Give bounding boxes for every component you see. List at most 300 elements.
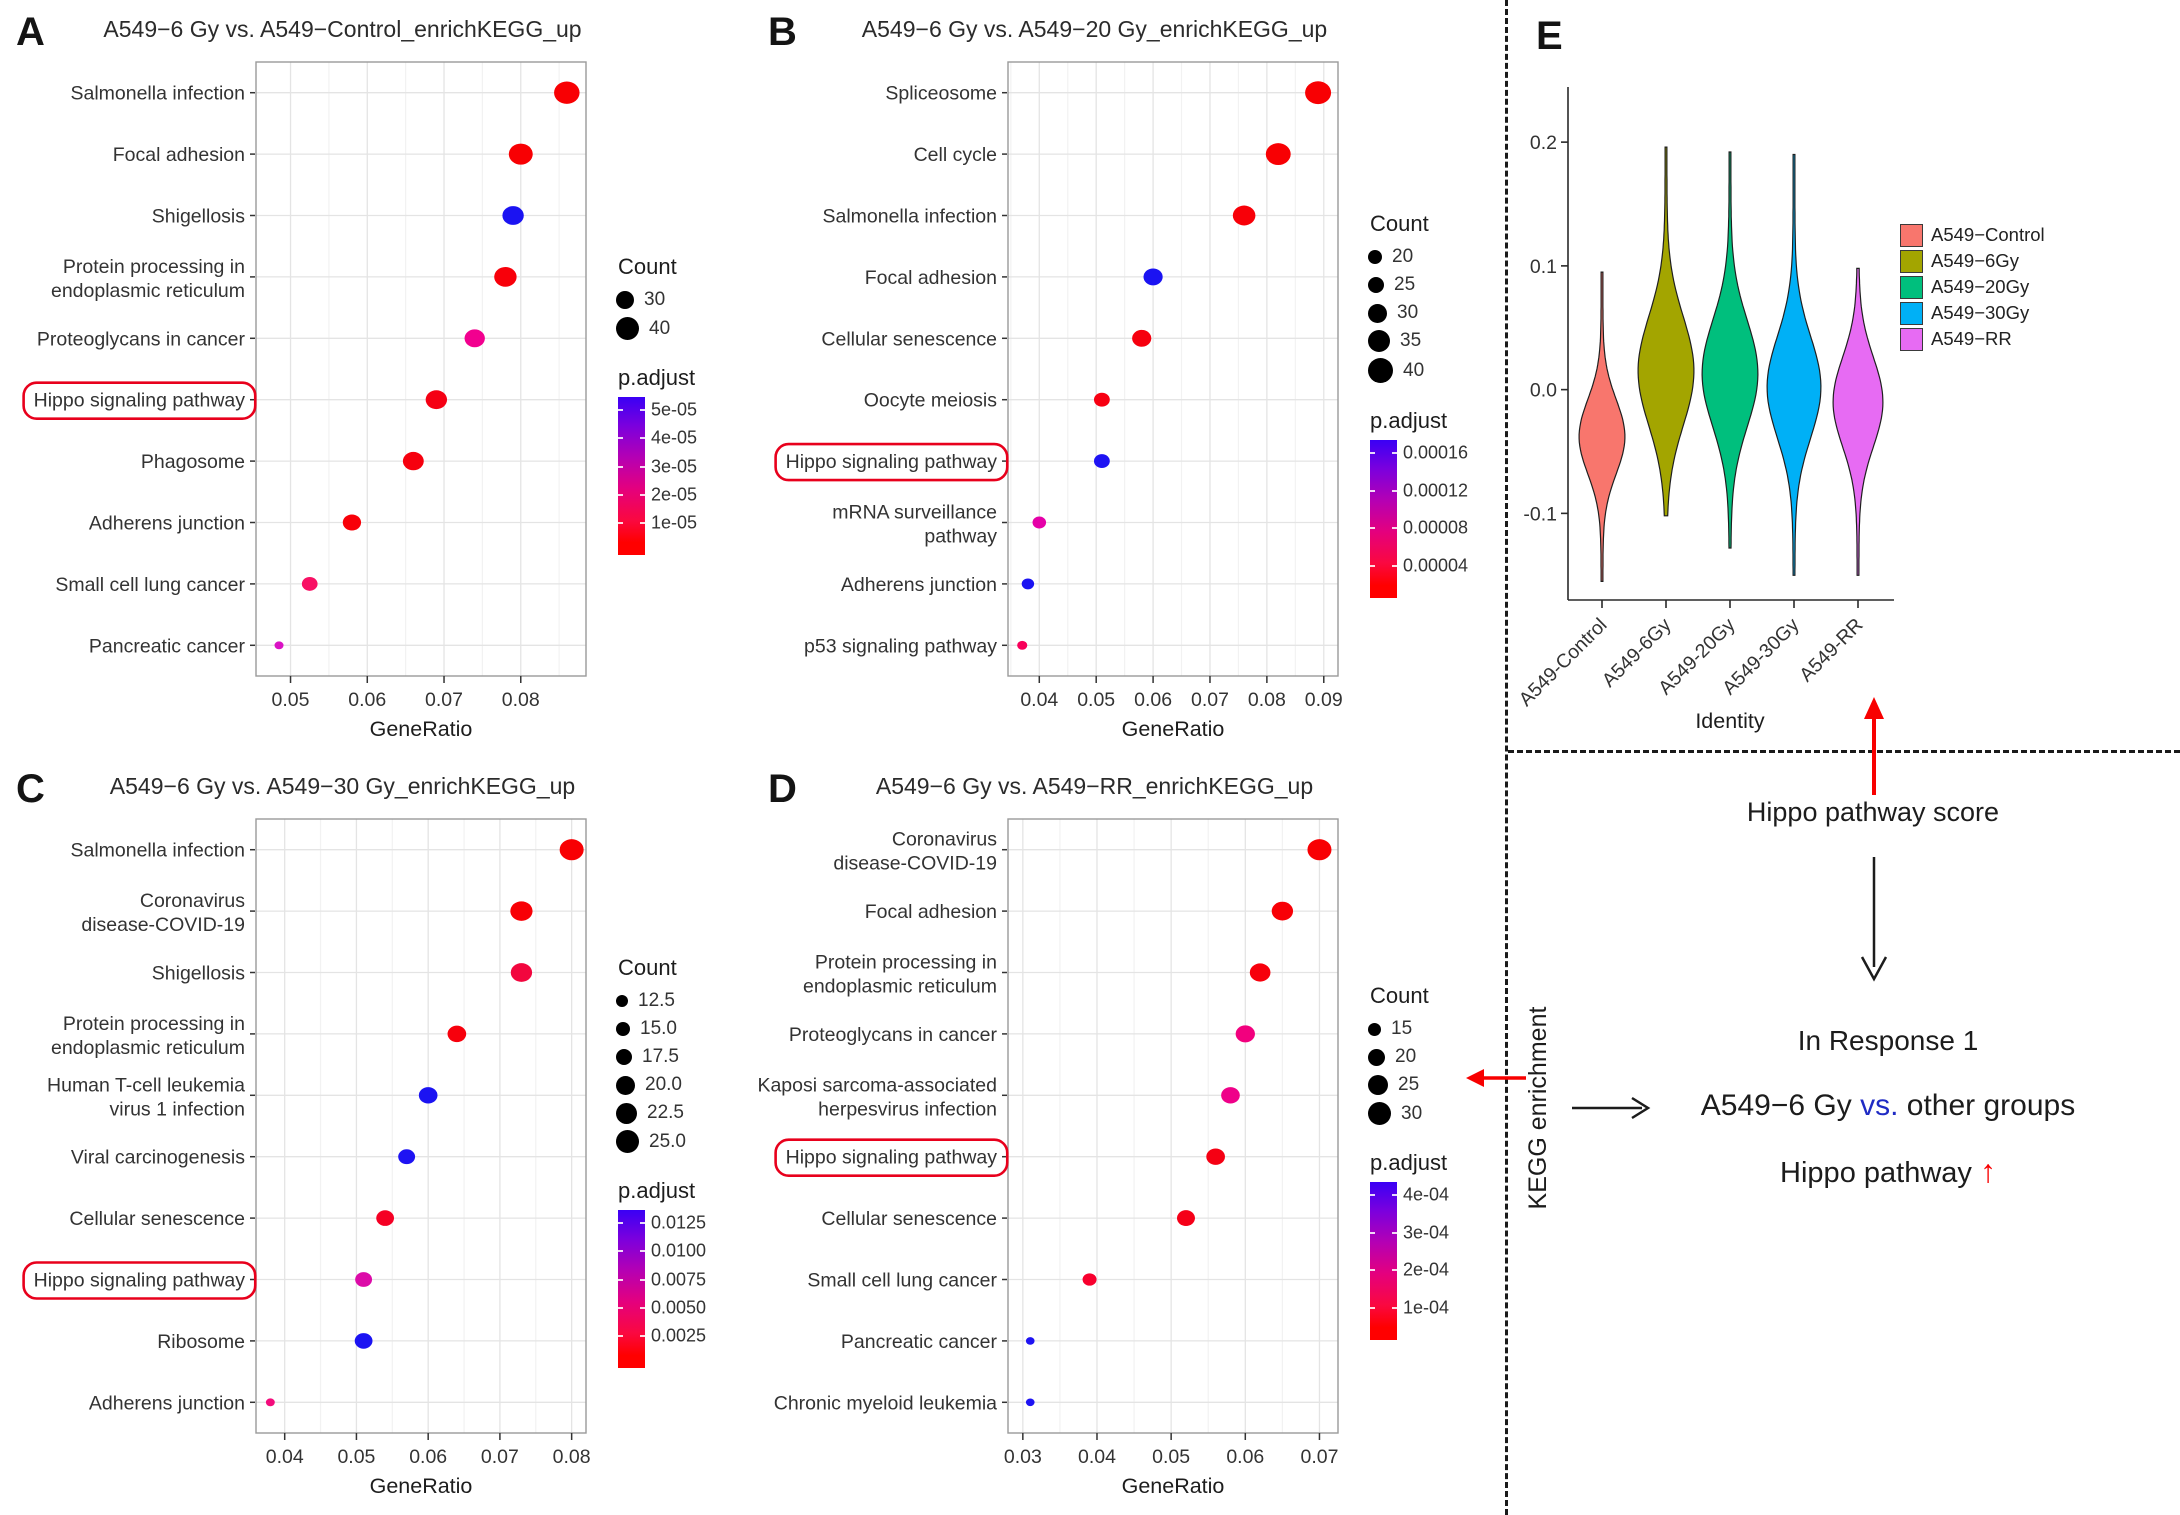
data-point	[266, 1398, 275, 1406]
violin-shape	[1702, 152, 1758, 548]
padjust-tick	[618, 1250, 623, 1252]
panel-c-title: A549−6 Gy vs. A549−30 Gy_enrichKEGG_up	[109, 773, 576, 799]
category-label: Salmonella infection	[822, 205, 997, 228]
data-point	[448, 1026, 467, 1042]
padjust-tick	[640, 1279, 645, 1281]
x-tick-label: 0.04	[1078, 1446, 1116, 1468]
padjust-legend-value: 0.00012	[1403, 480, 1469, 501]
data-point	[502, 206, 523, 225]
violin-legend-swatch-icon	[1900, 224, 1923, 247]
panel-b	[752, 0, 1504, 757]
data-point	[465, 329, 485, 347]
padjust-gradient-icon	[618, 1210, 645, 1368]
data-point	[275, 641, 284, 649]
dotplot-svg	[4, 46, 616, 746]
count-legend-row	[1368, 1018, 1500, 1040]
category-label: virus 1 infection	[109, 1098, 245, 1121]
padjust-tick	[1370, 527, 1375, 529]
panel-e-letter: E	[1536, 14, 1563, 58]
x-axis-title: GeneRatio	[1121, 1474, 1225, 1498]
x-tick-label: 0.03	[1003, 1446, 1042, 1468]
x-tick-label: 0.05	[271, 689, 310, 711]
count-legend-row	[616, 1130, 748, 1153]
category-label: Salmonella infection	[70, 839, 245, 862]
right-column	[1505, 0, 2180, 1515]
panel-d	[752, 757, 1504, 1514]
panel-a	[0, 0, 752, 757]
count-legend-value: 35	[1400, 330, 1422, 351]
red-up-arrow-icon	[1856, 695, 1892, 797]
violin-y-tick-label: 0.0	[1529, 379, 1557, 402]
x-tick-label: 0.07	[1300, 1446, 1339, 1468]
category-label: endoplasmic reticulum	[50, 1036, 245, 1059]
category-label: Hippo signaling pathway	[785, 1146, 997, 1169]
padjust-legend-value: 0.0125	[651, 1212, 707, 1233]
count-legend-value: 20.0	[645, 1074, 682, 1095]
data-point	[376, 1210, 394, 1226]
count-legend-dot-icon	[616, 1103, 637, 1124]
padjust-tick	[618, 494, 623, 496]
data-point	[1022, 578, 1034, 589]
padjust-tick	[640, 1222, 645, 1224]
red-up-glyph-icon: ↑	[1979, 1153, 1996, 1189]
data-point	[355, 1333, 373, 1349]
count-legend-value: 22.5	[647, 1102, 684, 1123]
data-point	[1236, 1025, 1255, 1042]
violin-shape	[1638, 147, 1694, 516]
category-label: mRNA surveillance	[832, 501, 997, 524]
padjust-tick	[618, 1279, 623, 1281]
x-axis-title: GeneRatio	[369, 717, 473, 741]
violin-legend-item	[1900, 250, 2045, 273]
category-label: Chronic myeloid leukemia	[773, 1392, 997, 1415]
data-point	[1017, 641, 1027, 650]
count-legend-value: 30	[1401, 1102, 1423, 1124]
padjust-gradient-bar	[618, 397, 738, 555]
violin-shape	[1579, 272, 1625, 581]
data-point	[1026, 1398, 1035, 1406]
count-legend-title: Count	[1370, 211, 1429, 236]
panel-b-title: A549−6 Gy vs. A549−20 Gy_enrichKEGG_up	[861, 16, 1328, 42]
count-legend-title: Count	[618, 254, 677, 279]
data-point	[1206, 1148, 1225, 1164]
violin-x-tick-label: A549-6Gy	[1597, 613, 1676, 692]
panel-b-legend	[1368, 46, 1500, 751]
category-label: Ribosome	[157, 1330, 245, 1353]
padjust-legend-value: 5e-05	[651, 399, 698, 420]
panel-c	[0, 757, 752, 1514]
violin-x-tick-label: A549-30Gy	[1718, 613, 1804, 700]
padjust-legend-value: 0.00004	[1403, 555, 1469, 576]
padjust-legend-value: 3e-04	[1403, 1222, 1450, 1243]
count-legend-value: 20	[1392, 246, 1414, 267]
padjust-tick	[1392, 452, 1397, 454]
category-label: Kaposi sarcoma-associated	[757, 1074, 997, 1097]
data-point	[355, 1272, 372, 1287]
padjust-gradient-icon	[1370, 440, 1397, 598]
category-label: Hippo signaling pathway	[33, 389, 245, 412]
violin-legend-swatch-icon	[1900, 302, 1923, 325]
category-label: Small cell lung cancer	[55, 573, 245, 596]
count-legend-row	[1368, 358, 1500, 383]
panel-e	[1508, 0, 2180, 750]
hippo-pathway-score-label: Hippo pathway score	[1746, 797, 2000, 827]
annotation-section	[1508, 750, 2180, 1515]
category-label: Focal adhesion	[864, 266, 997, 289]
category-label: endoplasmic reticulum	[802, 975, 997, 998]
padjust-gradient-bar	[1370, 440, 1490, 598]
count-legend-title: Count	[618, 955, 677, 980]
padjust-tick	[618, 1307, 623, 1309]
count-legend-value: 25.0	[649, 1130, 686, 1152]
count-legend-value: 40	[1403, 359, 1425, 381]
x-tick-label: 0.06	[348, 689, 387, 711]
x-tick-label: 0.05	[1152, 1446, 1191, 1468]
data-point	[1307, 839, 1331, 860]
padjust-tick	[1392, 1232, 1397, 1234]
panel-a-title: A549−6 Gy vs. A549−Control_enrichKEGG_up	[103, 16, 582, 42]
category-label: Adherens junction	[88, 512, 245, 535]
padjust-tick	[640, 1307, 645, 1309]
x-tick-label: 0.07	[425, 689, 463, 711]
violin-legend-label: A549−Control	[1931, 224, 2045, 245]
in-response-label: In Response 1	[1797, 1025, 1979, 1056]
panel-b-letter: B	[768, 10, 797, 54]
padjust-tick	[640, 494, 645, 496]
data-point	[1132, 330, 1151, 347]
panel-e-plot	[1508, 0, 2180, 750]
padjust-legend-title: p.adjust	[618, 365, 696, 390]
count-legend-value: 25	[1398, 1074, 1420, 1095]
category-label: Shigellosis	[151, 962, 245, 985]
count-legend-row	[1368, 274, 1500, 296]
black-down-arrow-icon	[1858, 855, 1890, 985]
category-label: Focal adhesion	[112, 144, 245, 167]
x-tick-label: 0.04	[1020, 689, 1059, 711]
category-label: Proteoglycans in cancer	[36, 328, 245, 351]
violin-legend-swatch-icon	[1900, 276, 1923, 299]
x-tick-label: 0.08	[1247, 689, 1286, 711]
padjust-legend-value: 0.0100	[651, 1240, 707, 1261]
violin-y-tick-label: 0.2	[1529, 132, 1557, 155]
violin-legend-label: A549−6Gy	[1931, 250, 2019, 271]
count-legend-value: 30	[1397, 302, 1419, 323]
padjust-tick	[1370, 1307, 1375, 1309]
count-legend-row	[1368, 330, 1500, 352]
count-legend-value: 40	[649, 317, 671, 339]
count-legend-dot-icon	[616, 1076, 635, 1095]
category-label: Oocyte meiosis	[863, 389, 997, 412]
padjust-legend-title: p.adjust	[1370, 408, 1448, 433]
padjust-tick	[640, 437, 645, 439]
data-point	[1305, 81, 1331, 104]
data-point	[509, 144, 533, 165]
panel-c-plot	[4, 803, 616, 1508]
count-legend-value: 15	[1391, 1018, 1413, 1039]
category-label: Spliceosome	[885, 82, 997, 105]
panel-b-plot	[756, 46, 1368, 751]
violin-x-axis-title: Identity	[1695, 709, 1765, 733]
padjust-legend-value: 0.00008	[1403, 517, 1469, 538]
count-legend-title: Count	[1370, 983, 1429, 1008]
padjust-tick	[1370, 1269, 1375, 1271]
violin-x-tick-label: A549-RR	[1795, 613, 1868, 687]
category-label: Shigellosis	[151, 205, 245, 228]
padjust-legend-value: 4e-05	[651, 427, 698, 448]
violin-legend-item	[1900, 224, 2045, 247]
violin-legend-item	[1900, 328, 2045, 351]
padjust-legend-value: 0.0050	[651, 1297, 707, 1318]
kegg-enrichment-label: KEGG enrichment	[1524, 1006, 1552, 1210]
data-point	[419, 1087, 438, 1103]
x-tick-label: 0.07	[480, 1446, 519, 1468]
category-label: Adherens junction	[840, 573, 997, 596]
padjust-tick	[618, 437, 623, 439]
count-legend-dot-icon	[616, 291, 634, 309]
category-label: endoplasmic reticulum	[50, 279, 245, 302]
padjust-gradient-bar	[1370, 1182, 1490, 1340]
padjust-tick	[1392, 527, 1397, 529]
count-legend-dot-icon	[1368, 358, 1393, 383]
data-point	[1033, 517, 1047, 529]
count-legend-value: 12.5	[638, 990, 675, 1011]
x-tick-label: 0.08	[552, 1446, 591, 1468]
violin-legend-swatch-icon	[1900, 328, 1923, 351]
padjust-tick	[1370, 452, 1375, 454]
panel-d-legend	[1368, 803, 1500, 1508]
violin-y-tick-label: 0.1	[1529, 255, 1557, 278]
x-tick-label: 0.09	[1304, 689, 1343, 711]
category-label: Protein processing in	[62, 255, 245, 278]
data-point	[1272, 902, 1293, 921]
category-label: Cell cycle	[913, 144, 997, 167]
x-tick-label: 0.08	[501, 689, 540, 711]
data-point	[343, 514, 361, 530]
padjust-tick	[1392, 1194, 1397, 1196]
category-label: Salmonella infection	[70, 82, 245, 105]
violin-legend-swatch-icon	[1900, 250, 1923, 273]
comparison-post: other groups	[1898, 1089, 2076, 1122]
count-legend-dot-icon	[616, 1130, 639, 1153]
data-point	[398, 1149, 415, 1164]
padjust-tick	[1392, 1269, 1397, 1271]
category-label: p53 signaling pathway	[804, 635, 997, 658]
violin-shape	[1833, 268, 1883, 575]
category-label: Coronavirus	[139, 890, 245, 913]
padjust-tick	[1392, 565, 1397, 567]
violin-y-tick-label: -0.1	[1523, 503, 1557, 526]
black-right-arrow-icon	[1570, 1095, 1654, 1121]
padjust-tick	[640, 1335, 645, 1337]
data-point	[560, 839, 584, 860]
category-label: Hippo signaling pathway	[785, 451, 997, 474]
count-legend-dot-icon	[1368, 330, 1390, 352]
count-legend-row	[1368, 246, 1500, 268]
count-legend-row	[616, 1018, 748, 1040]
violin-x-tick-label: A549-Control	[1514, 613, 1612, 711]
count-legend-row	[616, 1102, 748, 1124]
count-legend-row	[1368, 302, 1500, 324]
data-point	[1094, 393, 1110, 407]
category-label: Adherens junction	[88, 1392, 245, 1415]
violin-shape	[1767, 155, 1821, 576]
category-label: disease-COVID-19	[833, 852, 997, 875]
category-label: Focal adhesion	[864, 901, 997, 924]
count-legend-row	[616, 1074, 748, 1096]
padjust-legend-value: 1e-04	[1403, 1297, 1450, 1318]
count-legend-dot-icon	[616, 1022, 630, 1036]
count-legend-value: 25	[1394, 274, 1416, 295]
padjust-legend-value: 0.00016	[1403, 442, 1469, 463]
padjust-tick	[618, 522, 623, 524]
category-label: Hippo signaling pathway	[33, 1269, 245, 1292]
data-point	[554, 81, 579, 103]
panel-d-letter: D	[768, 767, 797, 811]
category-label: Viral carcinogenesis	[70, 1146, 245, 1169]
data-point	[1221, 1087, 1240, 1103]
padjust-tick	[640, 522, 645, 524]
count-legend-dot-icon	[1368, 1049, 1385, 1066]
padjust-legend-value: 4e-04	[1403, 1184, 1450, 1205]
padjust-legend-value: 2e-05	[651, 484, 698, 505]
data-point	[510, 901, 532, 921]
padjust-legend-value: 0.0025	[651, 1325, 707, 1346]
count-legend-dot-icon	[1368, 1075, 1388, 1095]
padjust-tick	[618, 409, 623, 411]
count-legend-dot-icon	[616, 995, 628, 1007]
x-axis-title: GeneRatio	[369, 1474, 473, 1498]
count-legend-value: 20	[1395, 1046, 1417, 1067]
count-legend-dot-icon	[1368, 1023, 1381, 1036]
count-legend-dot-icon	[616, 317, 639, 340]
category-label: herpesvirus infection	[818, 1098, 997, 1121]
count-legend-row	[616, 1046, 748, 1068]
panel-c-legend	[616, 803, 748, 1508]
panel-a-plot	[4, 46, 616, 751]
category-label: Proteoglycans in cancer	[788, 1023, 997, 1046]
count-legend-dot-icon	[1368, 277, 1384, 293]
count-legend-dot-icon	[1368, 304, 1387, 323]
padjust-tick	[1370, 1194, 1375, 1196]
data-point	[1266, 143, 1291, 165]
padjust-legend-value: 3e-05	[651, 456, 698, 477]
padjust-tick	[1392, 1307, 1397, 1309]
padjust-tick	[640, 409, 645, 411]
violin-legend-item	[1900, 276, 2045, 299]
comparison-pre: A549−6 Gy	[1700, 1089, 1861, 1122]
panel-c-letter: C	[16, 767, 45, 811]
padjust-legend-title: p.adjust	[1370, 1150, 1448, 1175]
count-legend-value: 30	[644, 289, 666, 310]
category-label: Cellular senescence	[821, 1208, 997, 1231]
vs-text: vs.	[1860, 1089, 1899, 1122]
comparison-label	[1598, 1089, 2178, 1123]
count-legend-row	[616, 289, 748, 311]
data-point	[1083, 1273, 1097, 1285]
padjust-legend-value: 0.0075	[651, 1269, 707, 1290]
category-label: Small cell lung cancer	[807, 1269, 997, 1292]
data-point	[1177, 1210, 1195, 1226]
padjust-gradient-icon	[618, 397, 645, 555]
category-label: disease-COVID-19	[81, 914, 245, 937]
padjust-tick	[640, 466, 645, 468]
count-legend-dot-icon	[1368, 250, 1382, 264]
data-point	[511, 963, 532, 982]
panel-d-plot	[756, 803, 1368, 1508]
data-point	[494, 267, 516, 287]
x-tick-label: 0.06	[1226, 1446, 1265, 1468]
category-label: Coronavirus	[891, 828, 997, 851]
category-label: Protein processing in	[62, 1012, 245, 1035]
panel-a-legend	[616, 46, 748, 751]
panel-a-letter: A	[16, 10, 45, 54]
x-tick-label: 0.06	[1134, 689, 1173, 711]
count-legend-value: 17.5	[642, 1046, 679, 1067]
category-label: Cellular senescence	[821, 328, 997, 351]
violin-legend-label: A549−20Gy	[1931, 276, 2030, 297]
padjust-legend-title: p.adjust	[618, 1178, 696, 1203]
padjust-tick	[1370, 490, 1375, 492]
padjust-tick	[618, 1335, 623, 1337]
violin-legend-item	[1900, 302, 2045, 325]
count-legend-value: 15.0	[640, 1018, 677, 1039]
padjust-legend-value: 2e-04	[1403, 1259, 1450, 1280]
data-point	[1026, 1337, 1035, 1345]
violin-legend-label: A549−RR	[1931, 328, 2012, 349]
dotplot-svg	[756, 803, 1368, 1503]
data-point	[1233, 206, 1256, 226]
padjust-tick	[1370, 1232, 1375, 1234]
data-point	[1143, 268, 1162, 285]
panel-e-legend	[1900, 222, 2045, 352]
violin-x-tick-label: A549-20Gy	[1654, 613, 1740, 700]
x-tick-label: 0.07	[1191, 689, 1229, 711]
data-point	[403, 452, 424, 470]
count-legend-row	[616, 317, 748, 340]
panel-d-title: A549−6 Gy vs. A549−RR_enrichKEGG_up	[875, 773, 1314, 799]
padjust-tick	[1392, 490, 1397, 492]
hippo-pathway-up-label	[1628, 1153, 2148, 1190]
category-label: Human T-cell leukemia	[47, 1074, 245, 1097]
dotplot-svg	[756, 46, 1368, 746]
x-tick-label: 0.06	[409, 1446, 448, 1468]
hippo-pathway-text: Hippo pathway	[1780, 1157, 1980, 1189]
category-label: Protein processing in	[814, 951, 997, 974]
data-point	[426, 390, 447, 409]
category-label: Cellular senescence	[69, 1208, 245, 1231]
data-point	[1094, 454, 1110, 468]
count-legend-row	[616, 990, 748, 1012]
category-label: Pancreatic cancer	[840, 1330, 997, 1353]
data-point	[302, 577, 318, 591]
padjust-legend-value: 1e-05	[651, 512, 698, 533]
x-tick-label: 0.05	[337, 1446, 376, 1468]
padjust-tick	[618, 1222, 623, 1224]
padjust-tick	[618, 466, 623, 468]
count-legend-row	[1368, 1102, 1500, 1125]
count-legend-dot-icon	[616, 1049, 632, 1065]
category-label: Phagosome	[140, 451, 245, 474]
violin-svg	[1508, 0, 2068, 745]
x-tick-label: 0.04	[265, 1446, 304, 1468]
red-left-arrow-icon	[1464, 1065, 1528, 1091]
category-label: Pancreatic cancer	[88, 635, 245, 658]
padjust-tick	[640, 1250, 645, 1252]
x-axis-title: GeneRatio	[1121, 717, 1225, 741]
padjust-gradient-bar	[618, 1210, 738, 1368]
padjust-tick	[1370, 565, 1375, 567]
count-legend-dot-icon	[1368, 1102, 1391, 1125]
